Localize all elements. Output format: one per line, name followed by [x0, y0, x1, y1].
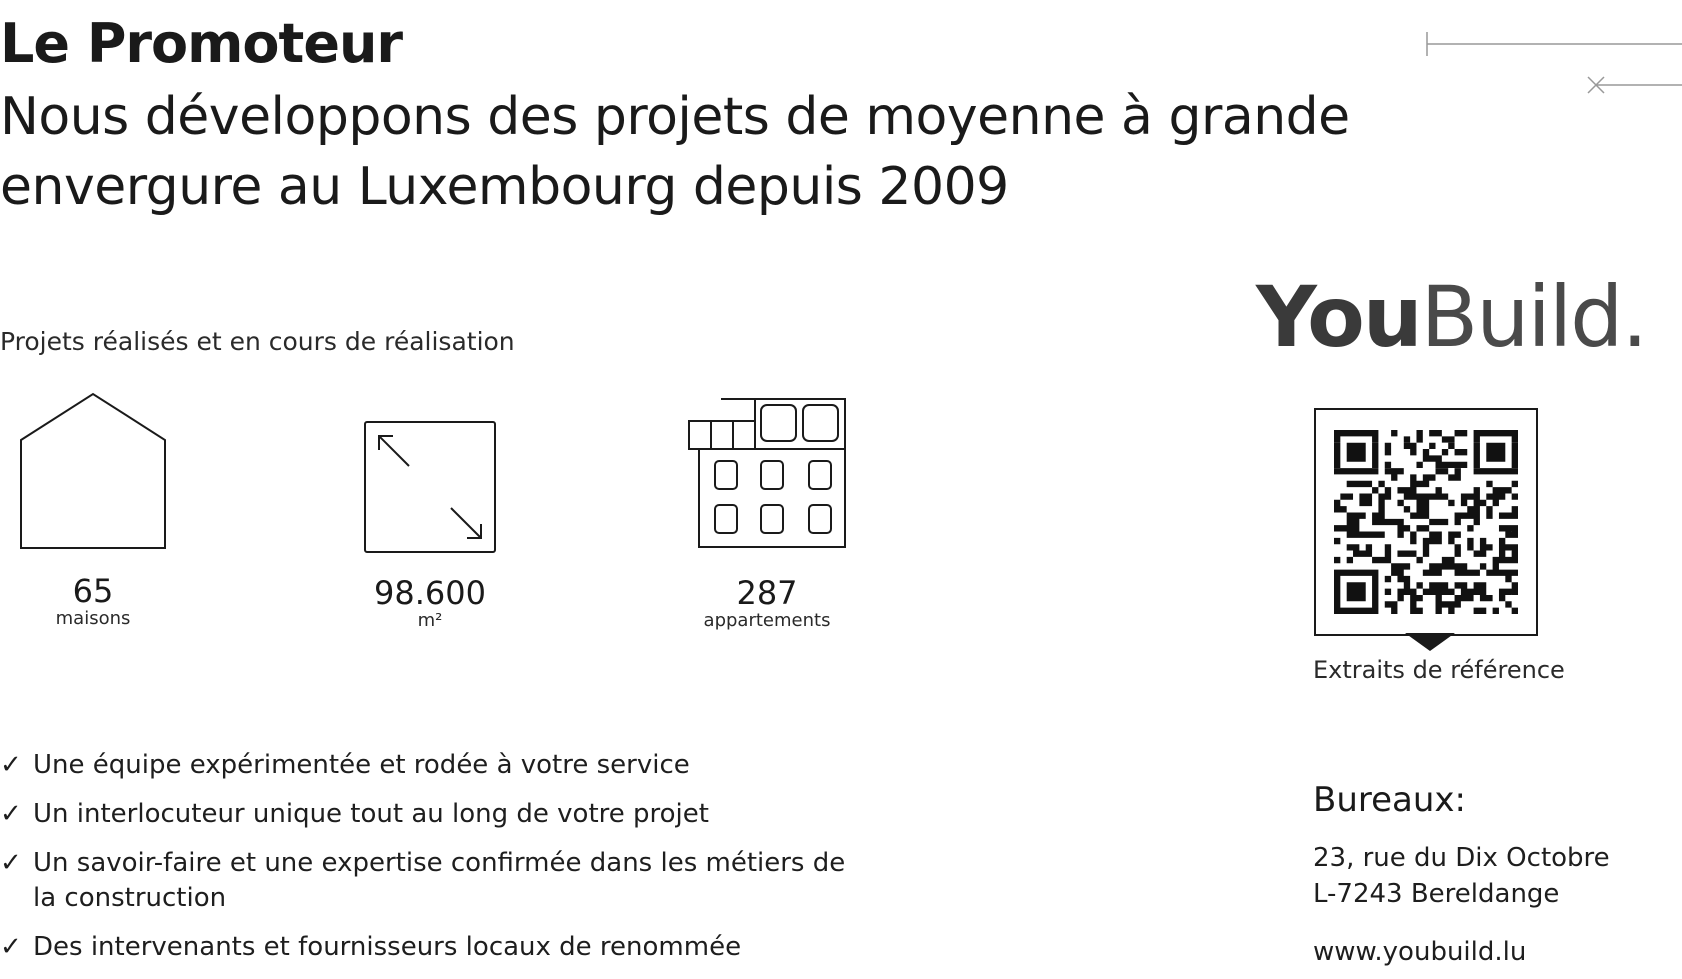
- check-icon: ✓: [0, 799, 22, 829]
- stat-unit: m²: [417, 610, 443, 631]
- check-icon: ✓: [0, 848, 22, 878]
- feature-text: Une équipe expérimentée et rodée à votre service: [33, 750, 690, 780]
- logo-part-build: Build.: [1420, 268, 1647, 366]
- check-icon: ✓: [0, 750, 22, 780]
- stat-value: 98.600: [374, 574, 486, 612]
- feature-text: Un savoir-faire et une expertise confirmée dans les métiers de la construction: [33, 848, 846, 913]
- stat-value: 65: [72, 572, 114, 610]
- website-link[interactable]: www.youbuild.lu: [1313, 937, 1527, 967]
- qr-pointer-icon: [1405, 633, 1455, 651]
- feature-text: Un interlocuteur unique tout au long de votre projet: [33, 799, 709, 829]
- stat-apartments: [647, 397, 887, 632]
- house-icon: [19, 392, 167, 550]
- headline: Nous développons des projets de moyenne à grande envergure au Luxembourg depuis 2009: [0, 87, 1350, 217]
- qr-caption: Extraits de référence: [1313, 656, 1565, 684]
- projects-section-label: Projets réalisés et en cours de réalisation: [0, 327, 515, 356]
- area-expand-icon: [363, 420, 497, 554]
- feature-item: [0, 846, 853, 916]
- feature-item: [0, 748, 880, 783]
- stat-unit: appartements: [703, 610, 831, 631]
- youbuild-logo: [1256, 268, 1646, 366]
- page-title: Le Promoteur: [0, 12, 403, 75]
- offices-title: Bureaux:: [1313, 780, 1466, 820]
- stat-houses: [0, 392, 213, 630]
- feature-item: [0, 930, 880, 965]
- address-line-2: L-7243 Bereldange: [1313, 879, 1560, 909]
- qr-code-frame[interactable]: [1314, 408, 1538, 636]
- stat-area: [310, 420, 550, 632]
- stat-value: 287: [736, 574, 798, 612]
- apartment-building-icon: [687, 397, 847, 549]
- qr-code-icon: [1334, 430, 1518, 614]
- feature-item: [0, 797, 880, 832]
- logo-part-you: You: [1256, 268, 1421, 366]
- check-icon: ✓: [0, 932, 22, 962]
- address-line-1: 23, rue du Dix Octobre: [1313, 843, 1610, 873]
- decorative-lines: [1420, 28, 1682, 98]
- stat-unit: maisons: [55, 608, 131, 629]
- feature-text: Des intervenants et fournisseurs locaux de renommée: [33, 932, 742, 962]
- features-list: [0, 748, 880, 979]
